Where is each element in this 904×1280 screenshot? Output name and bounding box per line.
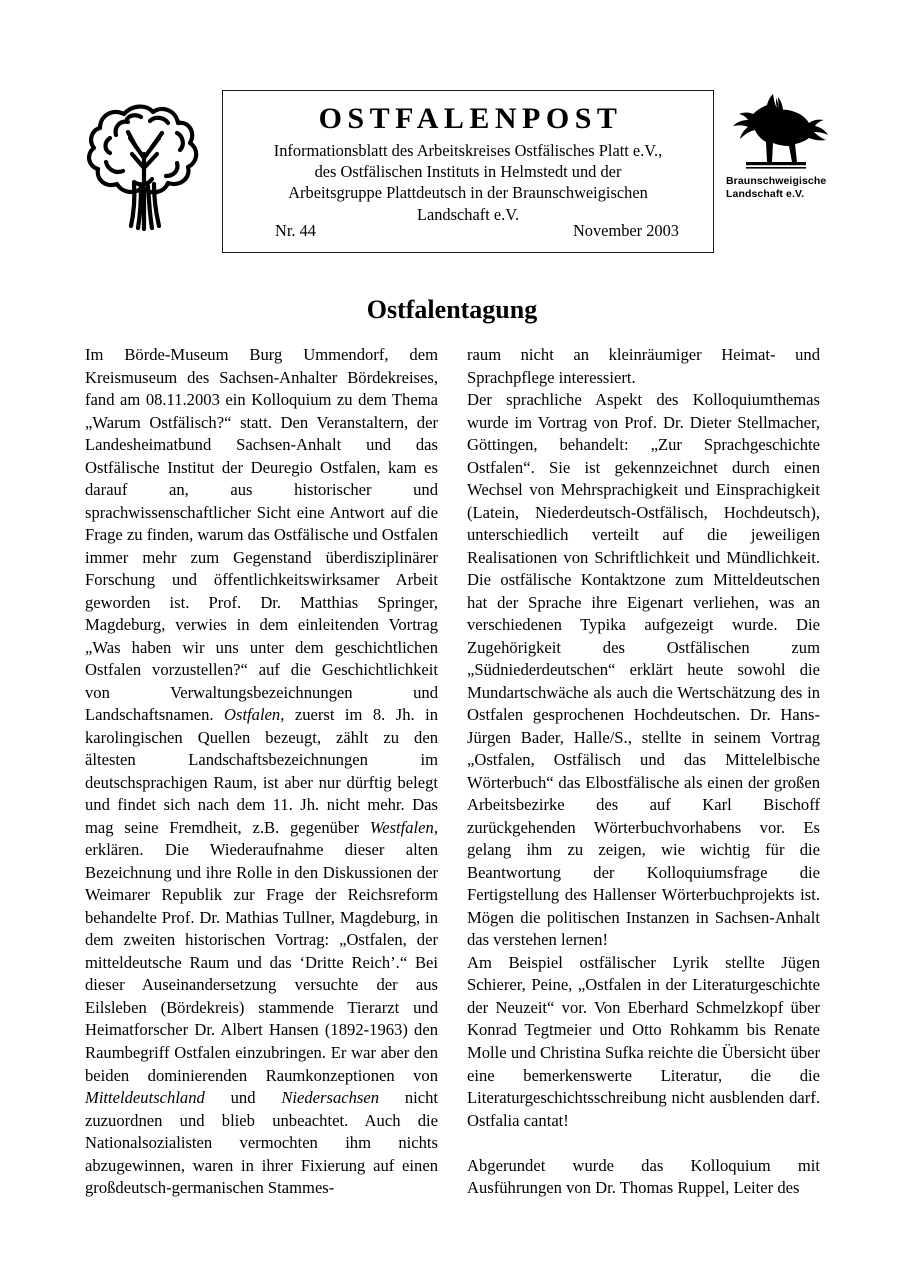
paper-subtitle-line-3: Arbeitsgruppe Plattdeutsch in der Braunschweigischen: [288, 183, 648, 203]
right-column-paragraph-1: raum nicht an kleinräumiger Heimat- und Sprachpflege interessiert.: [467, 345, 820, 387]
paper-title: OSTFALENPOST: [318, 102, 623, 135]
horse-logo-caption-line-1: Braunschweigische: [726, 175, 827, 187]
tree-logo: [84, 92, 204, 242]
italic-term-ostfalen: Ostfalen: [224, 705, 281, 725]
text-run: , zuerst im 8. Jh. in karolingischen Quellen bezeugt, zählt zu den ältesten Landschaftsbezeichnungen im deutschsprachigen Raum, ist aber nur dürftig belegt und findet sich nach dem 11. Jh. nicht mehr. Das mag seine Fremdheit, z.B. gegenüber: [85, 705, 438, 837]
horse-logo-caption-line-2: Landschaft e.V.: [726, 188, 805, 201]
text-run: , erklären. Die Wiederaufnahme dieser alten Bezeichnung und ihre Rolle in den Diskussionen der Weimarer Republik zur Frage der Reichsreform behandelte Prof. Dr. Mathias Tullner, Magdeburg, in dem zweiten historischen Vortrag: „Ostfalen, der mitteldeutsche Raum und das ‘Dritte Reich’.“ Bei dieser Auseinandersetzung versuchte der aus Eilsleben (Bördekreis) stammende Tierarzt und Heimatforscher Dr. Albert Hansen (1892-1963) den Raumbegriff Ostfalen einzubringen. Er war aber den beiden dominierenden Raumkonzeptionen von: [85, 817, 438, 1085]
article-body: [85, 344, 820, 1234]
horse-logo: [726, 88, 856, 213]
issue-number: Nr. 44: [275, 221, 316, 240]
left-column: [85, 344, 438, 1234]
paper-subtitle-line-1: Informationsblatt des Arbeitskreises Ostfälisches Platt e.V.,: [273, 140, 663, 160]
right-column-paragraph-4: Abgerundet wurde das Kolloquium mit Ausführungen von Dr. Thomas Ruppel, Leiter des: [467, 1155, 820, 1198]
text-run: und: [204, 1088, 282, 1108]
right-column-paragraph-2: Der sprachliche Aspekt des Kolloquiumthemas wurde im Vortrag von Prof. Dr. Dieter Stellmacher, Göttingen, behandelt: „Zur Sprachgeschichte Ostfalen“. Sie ist gekennzeichnet durch einen Wechsel von Mehrsprachigkeit und Einsprachigkeit (Latein, Niederdeutsch-Ostfälisch, Hochdeutsch), unterschiedlich verteilt auf die jeweiligen Realisationen von Schriftlichkeit und Mündlichkeit. Die ostfälische Kontaktzone zum Mitteldeutschen hat der Sprache ihre Eigenart verliehen, was an verschiedenen Typika aufgezeigt wurde. Die Zugehörigkeit des Ostfälischen zum „Südniederdeutschen“ erklärt heute sowohl die Mundartschwäche als auch die Wertschätzung des in Ostfalen gesprochenen Hochdeutschen. Dr. Hans-Jürgen Bader, Halle/S., stellte in seinem Vortrag „Ostfalen, Ostfälisch und das Mittelelbische Wörterbuch“ das Elbostfälische als einen der großen Arbeitsbezirke des auf Karl Bischoff zurückgehenden Wörterbuchvorhabens vor. Es gelang ihm zu zeigen, wie wichtig für die Beantwortung der Kolloquiumsfrage die Fertigstellung des Hallenser Wörterbuchprojekts ist. Mögen die politischen Instanzen in Sachsen-Anhalt das verstehen lernen!: [467, 390, 820, 950]
right-column: [467, 344, 820, 1234]
masthead-box: [222, 90, 714, 253]
italic-term-niedersachsen: Niedersachsen: [281, 1088, 380, 1108]
paper-subtitle-line-2: des Ostfälischen Instituts in Helmstedt und der: [314, 161, 622, 181]
horse-logo-caption: [726, 175, 852, 202]
italic-term-mitteldeutschland: Mitteldeutschland: [85, 1088, 205, 1108]
paper-subtitle-line-4: Landschaft e.V.: [416, 204, 520, 224]
italic-term-westfalen: Westfalen: [369, 817, 434, 837]
issue-line: [237, 221, 699, 245]
masthead: [0, 88, 904, 260]
text-run: Im Börde-Museum Burg Ummendorf, dem Kreismuseum des Sachsen-Anhalter Bördekreises, fand am 08.11.2003 ein Kolloquium zu dem Thema „Warum Ostfälisch?“ statt. Den Veranstaltern, der Landesheimatbund Sachsen-Anhalt und das Ostfälische Institut der Deuregio Ostfalen, kam es darauf an, aus historischer und sprachwissenschaftlicher Sicht eine Antwort auf die Frage zu finden, warum das Ostfälische und Ostfalen immer mehr zum Gegenstand überdisziplinärer Forschung und öffentlichkeitswirksamer Arbeit geworden ist. Prof. Dr. Matthias Springer, Magdeburg, verwies in dem einleitenden Vortrag „Was haben wir uns unter dem geschichtlichen Ostfalen vorzustellen?“ auf die Geschichtlichkeit von Verwaltungsbezeichnungen und Landschaftsnamen.: [85, 345, 438, 725]
text-run: nicht zuzuordnen und blieb unbeachtet. Auch die Nationalsozialisten vermochten ihm nichts abzugewinnen, waren in ihrer Fixierung auf einen großdeutsch-germanischen Stammes-: [85, 1088, 439, 1198]
issue-date: November 2003: [572, 221, 679, 240]
left-column-paragraph: [85, 344, 438, 1200]
right-column-paragraph-3: Am Beispiel ostfälischer Lyrik stellte Jügen Schierer, Peine, „Ostfalen in der Literaturgeschichte der Neuzeit“ vor. Von Eberhard Schmelzkopf über Konrad Tegtmeier und Otto Rohkamm bis Renate Molle und Christina Sufka reichte die Übersicht über eine bemerkenswerte Literatur, die die Literaturgeschichtsschreibung nicht ausblenden darf. Ostfalia cantat!: [467, 952, 820, 1130]
article-title: Ostfalentagung: [366, 295, 538, 324]
